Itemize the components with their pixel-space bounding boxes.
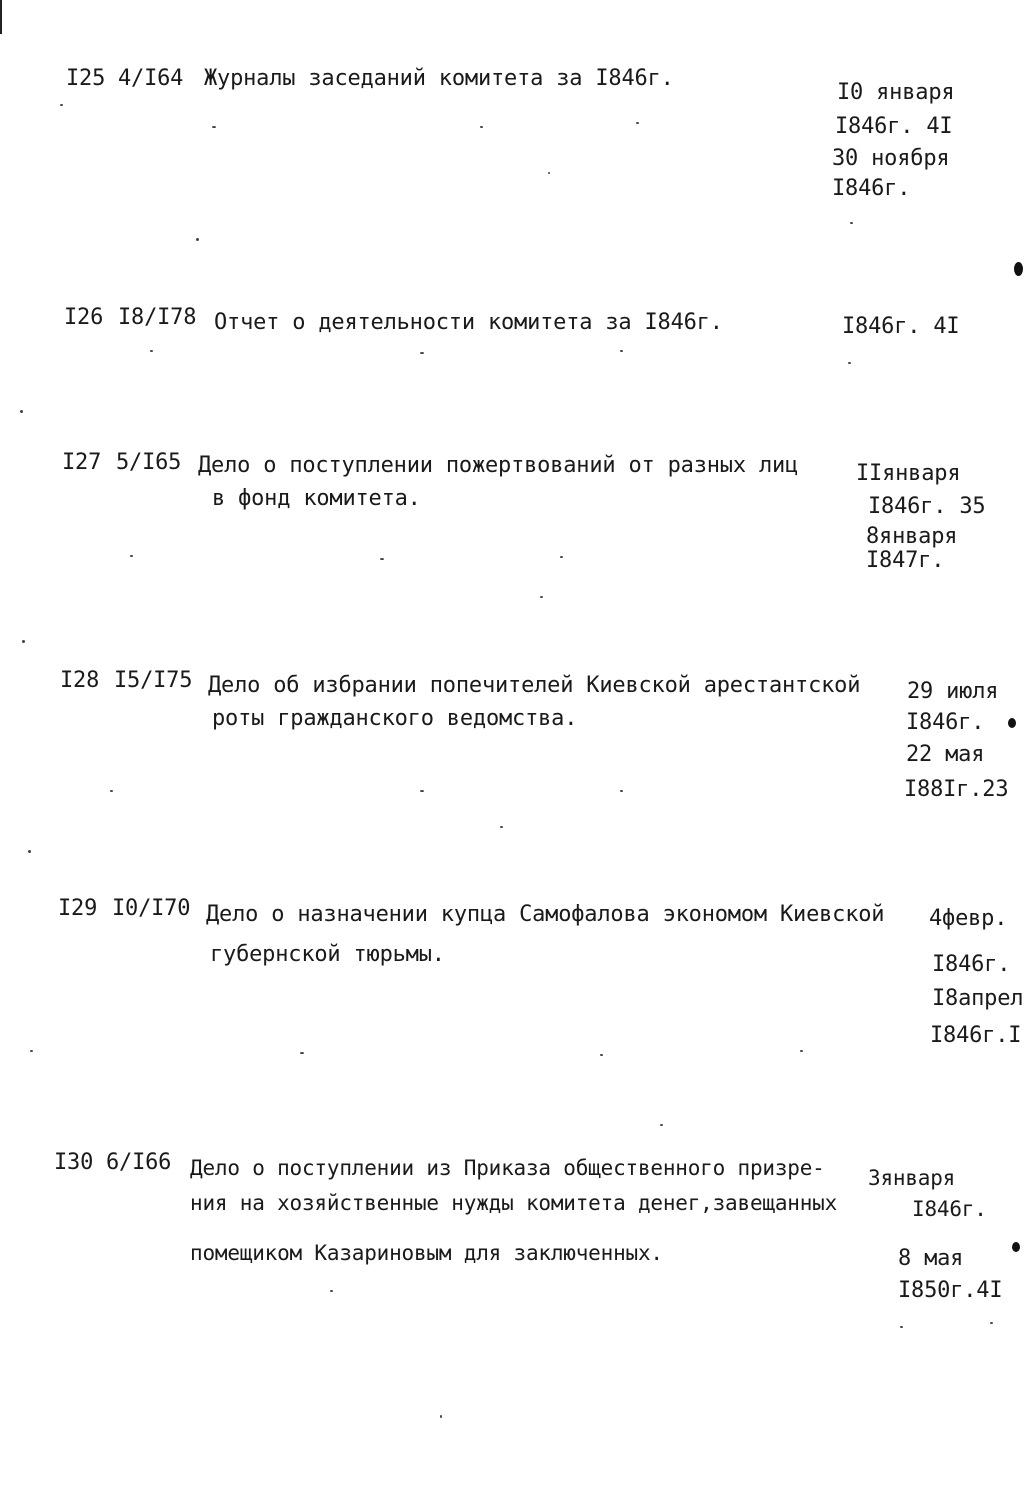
- speck: [440, 1415, 442, 1418]
- entry-date-line-1: I846г. 4I: [842, 314, 960, 339]
- speck: [28, 850, 31, 853]
- entry-code: 5/I65: [116, 450, 182, 475]
- entry-date-line-3: 8 мая: [898, 1246, 964, 1271]
- entry-title-line-1: Отчет о деятельности комитета за I846г.: [214, 310, 723, 335]
- dot-mark: [1008, 718, 1016, 728]
- entry-title-line-2: ния на хозяйственные нужды комитета денег,завещанных: [190, 1191, 838, 1215]
- speck: [848, 362, 851, 364]
- speck: [620, 790, 623, 792]
- speck: [636, 122, 639, 124]
- entry-title-line-2: губернской тюрьмы.: [210, 942, 445, 967]
- speck: [60, 104, 63, 106]
- entry-code: I0/I70: [112, 896, 191, 921]
- entry-title-line-1: Дело о поступлении из Приказа общественного призре-: [190, 1156, 825, 1180]
- speck: [22, 640, 25, 643]
- entry-title-line-1: Дело об избрании попечителей Киевской арестантской: [208, 673, 861, 698]
- speck: [130, 555, 133, 557]
- entry-title-line-1: Дело о назначении купца Самофалова экономом Киевской: [206, 902, 885, 927]
- entry-number: I30: [54, 1150, 94, 1175]
- margin-dot: [1014, 262, 1023, 276]
- entry-date-line-2: I846г.: [932, 952, 1011, 977]
- entry-date-line-1: 3января: [868, 1166, 956, 1190]
- entry-number: I27: [62, 450, 102, 475]
- entry-number: I29: [58, 896, 98, 921]
- speck: [480, 126, 483, 128]
- speck: [30, 1050, 33, 1052]
- entry-date-line-3: 8января: [866, 524, 958, 549]
- entry-title-line-1: Журналы заседаний комитета за I846г.: [204, 66, 674, 91]
- entry-code: I5/I75: [114, 668, 193, 693]
- entry-date-line-3: I8апрел: [932, 986, 1024, 1011]
- entry-code: I8/I78: [118, 305, 197, 330]
- entry-date-line-1: IIянваря: [856, 461, 961, 486]
- speck: [540, 596, 543, 598]
- speck: [110, 790, 113, 792]
- entry-date-line-2: I846г. 35: [868, 494, 986, 519]
- speck: [548, 172, 550, 174]
- speck: [620, 350, 623, 352]
- speck: [380, 558, 384, 560]
- speck: [660, 1124, 663, 1126]
- entry-title-line-2: в фонд комитета.: [212, 486, 421, 511]
- entry-code: 4/I64: [118, 66, 184, 91]
- dot-mark: [1012, 1242, 1020, 1252]
- entry-date-line-2: I846г.: [912, 1197, 987, 1221]
- speck: [420, 790, 424, 792]
- speck: [850, 222, 853, 224]
- entry-number: I26: [64, 305, 104, 330]
- entry-date-line-1: 29 июля: [907, 679, 999, 704]
- speck: [800, 1050, 803, 1052]
- entry-code: 6/I66: [106, 1150, 172, 1175]
- speck: [300, 1052, 304, 1054]
- entry-title-line-1: Дело о поступлении пожертвований от разных лиц: [198, 453, 799, 478]
- speck: [900, 1326, 903, 1328]
- entry-date-line-4: I846г.I: [930, 1023, 1022, 1048]
- speck: [196, 238, 199, 241]
- entry-date-line-2: I846г.: [906, 710, 985, 735]
- entry-date-line-4: I846г.: [832, 176, 911, 201]
- speck: [20, 410, 23, 413]
- entry-number: I25: [66, 66, 106, 91]
- entry-date-line-1: I0 января: [837, 80, 955, 105]
- speck: [150, 350, 153, 352]
- speck: [560, 556, 563, 558]
- speck: [600, 1054, 603, 1056]
- entry-date-line-4: I850г.4I: [898, 1278, 1003, 1303]
- entry-date-line-4: I847г.: [866, 548, 945, 573]
- speck: [990, 1322, 993, 1324]
- entry-title-line-3: помещиком Казариновым для заключенных.: [190, 1241, 663, 1265]
- speck: [500, 826, 503, 828]
- speck: [420, 352, 424, 354]
- page-edge-mark: [0, 0, 2, 34]
- entry-date-line-3: 30 ноября: [832, 146, 950, 171]
- entry-date-line-4: I88Iг.23: [904, 777, 1009, 802]
- speck: [330, 1290, 333, 1292]
- entry-title-line-2: роты гражданского ведомства.: [212, 706, 578, 731]
- entry-number: I28: [60, 668, 100, 693]
- entry-date-line-1: 4февр.: [929, 906, 1008, 931]
- speck: [212, 126, 216, 128]
- entry-date-line-3: 22 мая: [906, 742, 985, 767]
- entry-date-line-2: I846г. 4I: [835, 114, 953, 139]
